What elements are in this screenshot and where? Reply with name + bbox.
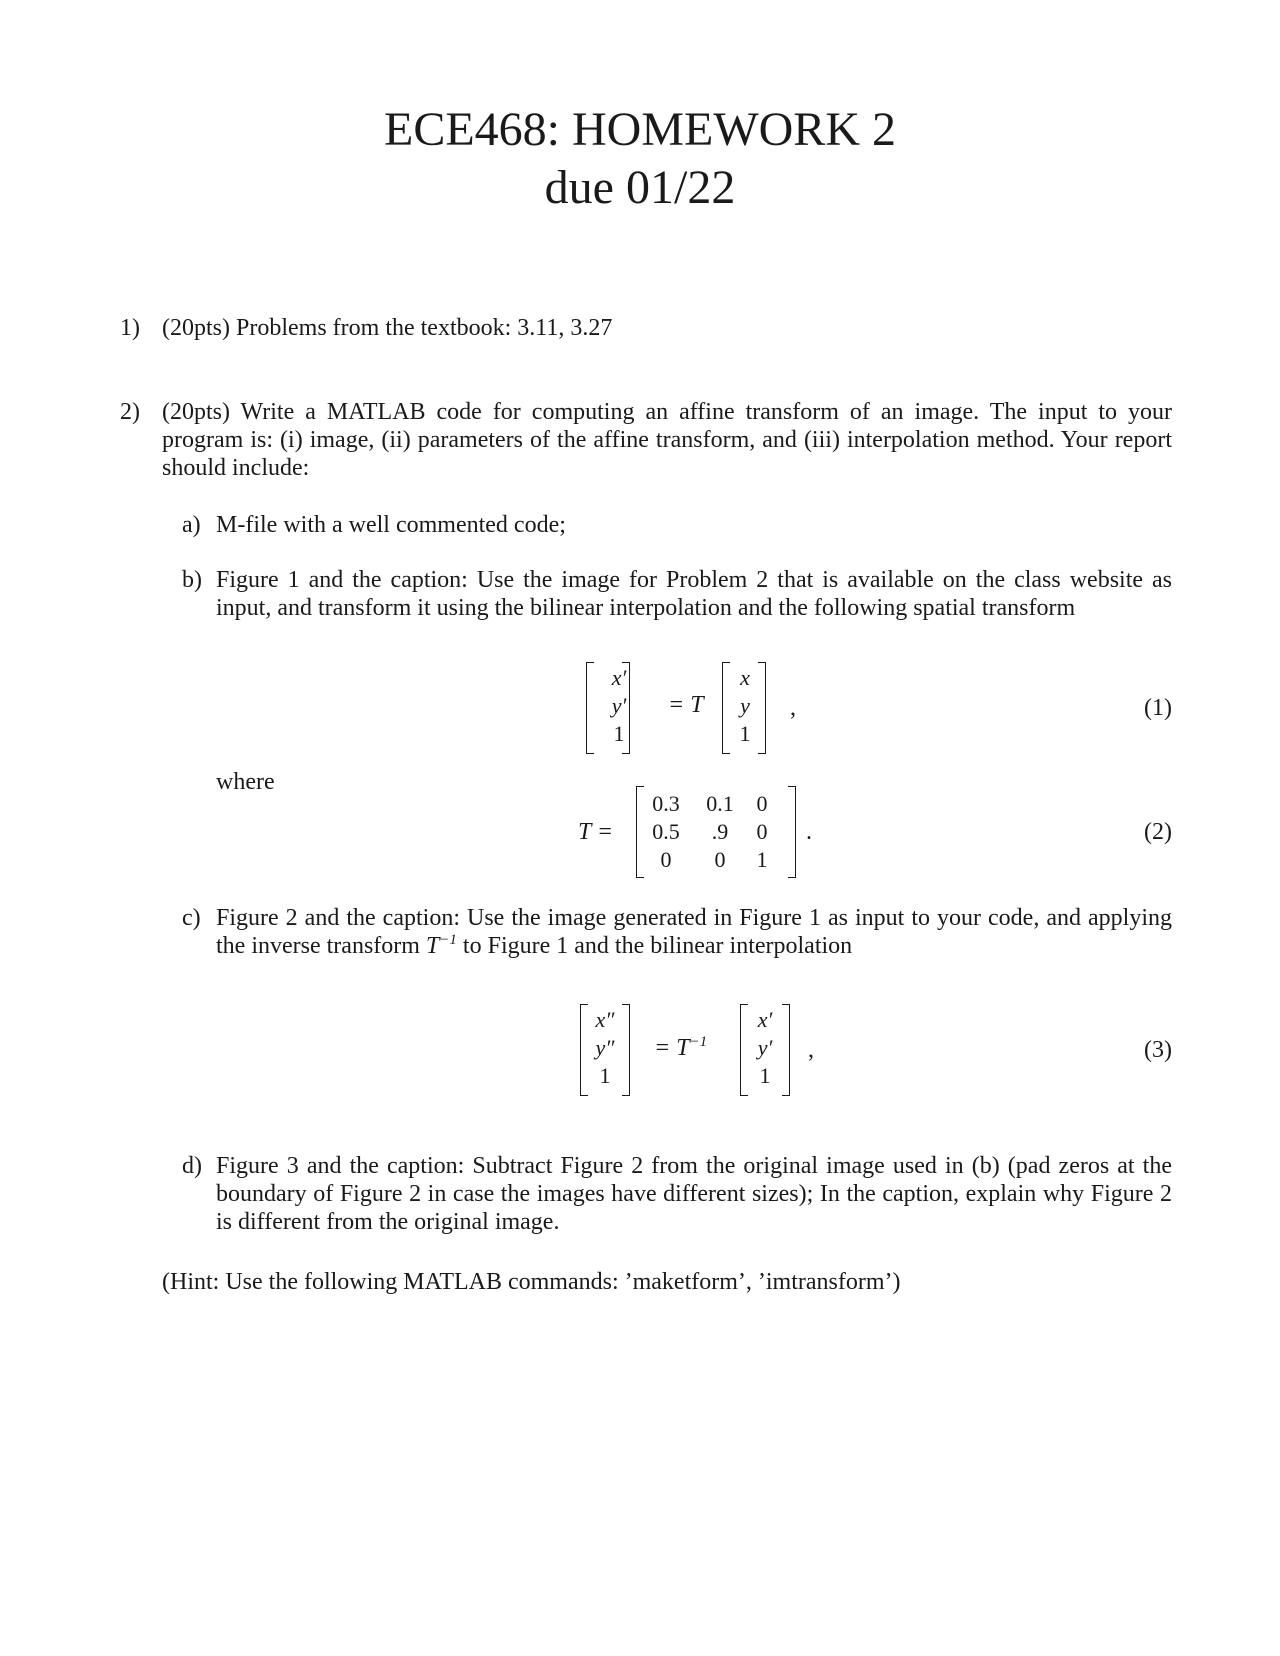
eq2-lhs: T =: [578, 819, 614, 845]
eq3-rhs-one: 1: [759, 1063, 771, 1088]
eq2-cell-1-1: .9: [711, 819, 729, 844]
item-a-label: a): [182, 512, 201, 538]
eq3-number: (3): [1144, 1037, 1172, 1063]
eq3-operator: = $T^{-1}$: [654, 1034, 708, 1061]
eq1-rhs-one: 1: [739, 721, 751, 746]
eq2-punct: .: [806, 819, 812, 845]
eq2-cell-0-2: 0: [756, 791, 768, 816]
item-d-text: Figure 3 and the caption: Subtract Figure 2 from the original image used in (b) (pad zeros at the boundary of Figure 2 in case the images have different sizes); In the caption, explain why Figure 2 is different from the original image.: [216, 1153, 1172, 1235]
eq3-lhs-x: x″: [595, 1007, 615, 1032]
hint-text: (Hint: Use the following MATLAB commands: ’maketform’, ’imtransform’): [162, 1269, 901, 1295]
eq2-cell-2-2: 1: [756, 847, 768, 872]
eq3-rhs-x: x′: [757, 1007, 773, 1032]
eq1-rhs-y: y: [740, 693, 750, 718]
eq2-cell-2-0: 0: [660, 847, 672, 872]
item-c-label: c): [182, 905, 201, 931]
eq2-number: (2): [1144, 819, 1172, 845]
problem-2-text: (20pts) Write a MATLAB code for computing an affine transform of an image. The input to your program is: (i) image, (ii) parameters of the affine transform, and (iii) interpolation method. Your report should include:: [162, 399, 1172, 481]
item-c-text-before: Figure 2 and the caption: Use the image generated in Figure 1 as input to your code, and applying the inverse transform: [216, 905, 1172, 959]
eq1-lhs-y: y′: [611, 693, 627, 718]
eq2-cell-1-2: 0: [756, 819, 768, 844]
problem-1-text: (20pts) Problems from the textbook: 3.11, 3.27: [162, 315, 613, 341]
item-b-text: Figure 1 and the caption: Use the image for Problem 2 that is available on the class website as input, and transform it using the bilinear interpolation and the following spatial transform: [216, 567, 1172, 621]
page-title: ECE468: HOMEWORK 2: [384, 103, 896, 156]
eq2-cell-0-1: 0.1: [706, 791, 734, 816]
eq1-punct: ,: [790, 695, 796, 721]
problem-1-number: 1): [120, 315, 140, 341]
due-date: due 01/22: [544, 161, 736, 214]
problem-2-number: 2): [120, 399, 140, 425]
inverse-transform-symbol: $T^{-1}$: [425, 932, 457, 959]
where-label: where: [216, 769, 275, 795]
eq3-lhs-y: y″: [595, 1035, 615, 1060]
eq1-lhs-x: x′: [611, 665, 627, 690]
eq1-operator: = T: [668, 692, 704, 718]
item-d-label: d): [182, 1153, 202, 1179]
eq2-cell-2-1: 0: [714, 847, 726, 872]
eq3-punct: ,: [808, 1037, 814, 1063]
item-b-label: b): [182, 567, 202, 593]
item-c-text: [216, 904, 1172, 960]
eq2-cell-1-0: 0.5: [652, 819, 680, 844]
eq3-rhs-y: y′: [757, 1035, 773, 1060]
eq1-lhs-one: 1: [613, 721, 625, 746]
eq1-number: (1): [1144, 695, 1172, 721]
eq2-cell-0-0: 0.3: [652, 791, 680, 816]
item-a-text: M-file with a well commented code;: [216, 512, 566, 538]
eq1-rhs-x: x: [740, 665, 750, 690]
item-c-text-after: to Figure 1 and the bilinear interpolation: [456, 933, 853, 959]
eq3-lhs-one: 1: [599, 1063, 611, 1088]
